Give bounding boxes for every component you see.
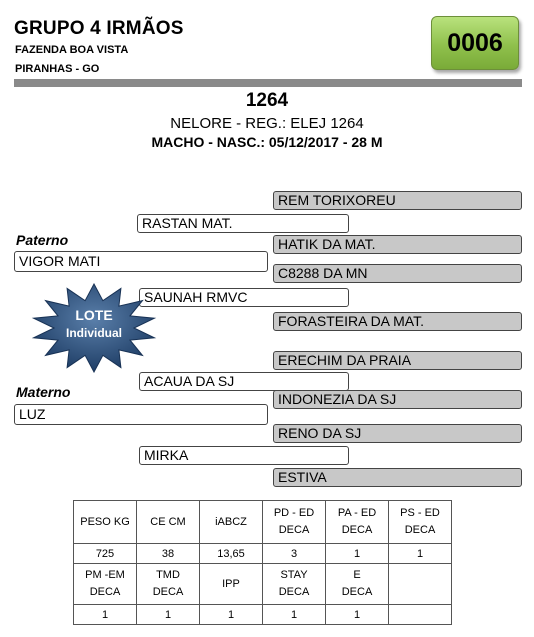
stat-value-empty <box>389 605 452 625</box>
pedigree-ggp-3: C8288 DA MN <box>273 264 522 283</box>
paternal-label: Paterno <box>16 232 69 248</box>
sex-birth-date: MACHO - NASC.: 05/12/2017 - 28 M <box>151 134 383 150</box>
pedigree-ggp-2: HATIK DA MAT. <box>273 235 522 254</box>
stat-value-tmd: 1 <box>137 605 200 625</box>
farm-group-title: GRUPO 4 IRMÃOS <box>14 18 184 39</box>
stat-value-iabcz: 13,65 <box>200 544 263 564</box>
stat-value-ce: 38 <box>137 544 200 564</box>
stat-value-e: 1 <box>326 605 389 625</box>
stat-header-pa: PA - ED DECA <box>326 501 389 544</box>
performance-stats-table <box>73 500 452 625</box>
pedigree-ggp-4: FORASTEIRA DA MAT. <box>273 312 522 331</box>
stat-header-pm: PM -EM DECA <box>74 564 137 605</box>
stat-header-ipp: IPP <box>200 564 263 605</box>
stat-header-ps: PS - ED DECA <box>389 501 452 544</box>
stat-value-ps: 1 <box>389 544 452 564</box>
farm-name: FAZENDA BOA VISTA <box>15 44 129 56</box>
header-divider-bar <box>14 79 522 87</box>
stat-value-ipp: 1 <box>200 605 263 625</box>
pedigree-sire-dam: SAUNAH RMVC <box>139 288 349 307</box>
pedigree-ggp-7: RENO DA SJ <box>273 424 522 443</box>
pedigree-ggp-5: ERECHIM DA PRAIA <box>273 351 522 370</box>
stat-header-e: E DECA <box>326 564 389 605</box>
stat-header-tmd: TMD DECA <box>137 564 200 605</box>
maternal-label: Materno <box>16 384 71 400</box>
farm-location: PIRANHAS - GO <box>15 63 100 75</box>
pedigree-ggp-1: REM TORIXOREU <box>273 191 522 210</box>
pedigree-sire-sire: RASTAN MAT. <box>137 214 349 233</box>
stats-header-row-2 <box>74 564 452 605</box>
stats-value-row-2 <box>74 605 452 625</box>
stat-value-stay: 1 <box>263 605 326 625</box>
pedigree-ggp-6: INDONEZIA DA SJ <box>273 390 522 409</box>
pedigree-dam-dam: MIRKA <box>139 446 349 465</box>
stat-value-pa: 1 <box>326 544 389 564</box>
lot-number-badge: 0006 <box>431 16 519 70</box>
stat-header-empty <box>389 564 452 605</box>
stat-header-peso: PESO KG <box>74 501 137 544</box>
individual-label: Individual <box>65 326 122 340</box>
pedigree-dam-sire: ACAUA DA SJ <box>139 372 349 391</box>
pedigree-dam: LUZ <box>14 404 268 425</box>
stat-header-iabcz: iABCZ <box>200 501 263 544</box>
stats-header-row-1 <box>74 501 452 544</box>
stat-header-ce: CE CM <box>137 501 200 544</box>
stats-value-row-1 <box>74 544 452 564</box>
breed-registration: NELORE - REG.: ELEJ 1264 <box>170 115 364 132</box>
stat-header-pd: PD - ED DECA <box>263 501 326 544</box>
stat-header-stay: STAY DECA <box>263 564 326 605</box>
stat-value-pd: 3 <box>263 544 326 564</box>
stat-value-peso: 725 <box>74 544 137 564</box>
animal-id: 1264 <box>245 90 289 111</box>
lote-label: LOTE <box>75 307 113 323</box>
pedigree-sire: VIGOR MATI <box>14 251 268 272</box>
stat-value-pm: 1 <box>74 605 137 625</box>
pedigree-ggp-8: ESTIVA <box>273 468 522 487</box>
